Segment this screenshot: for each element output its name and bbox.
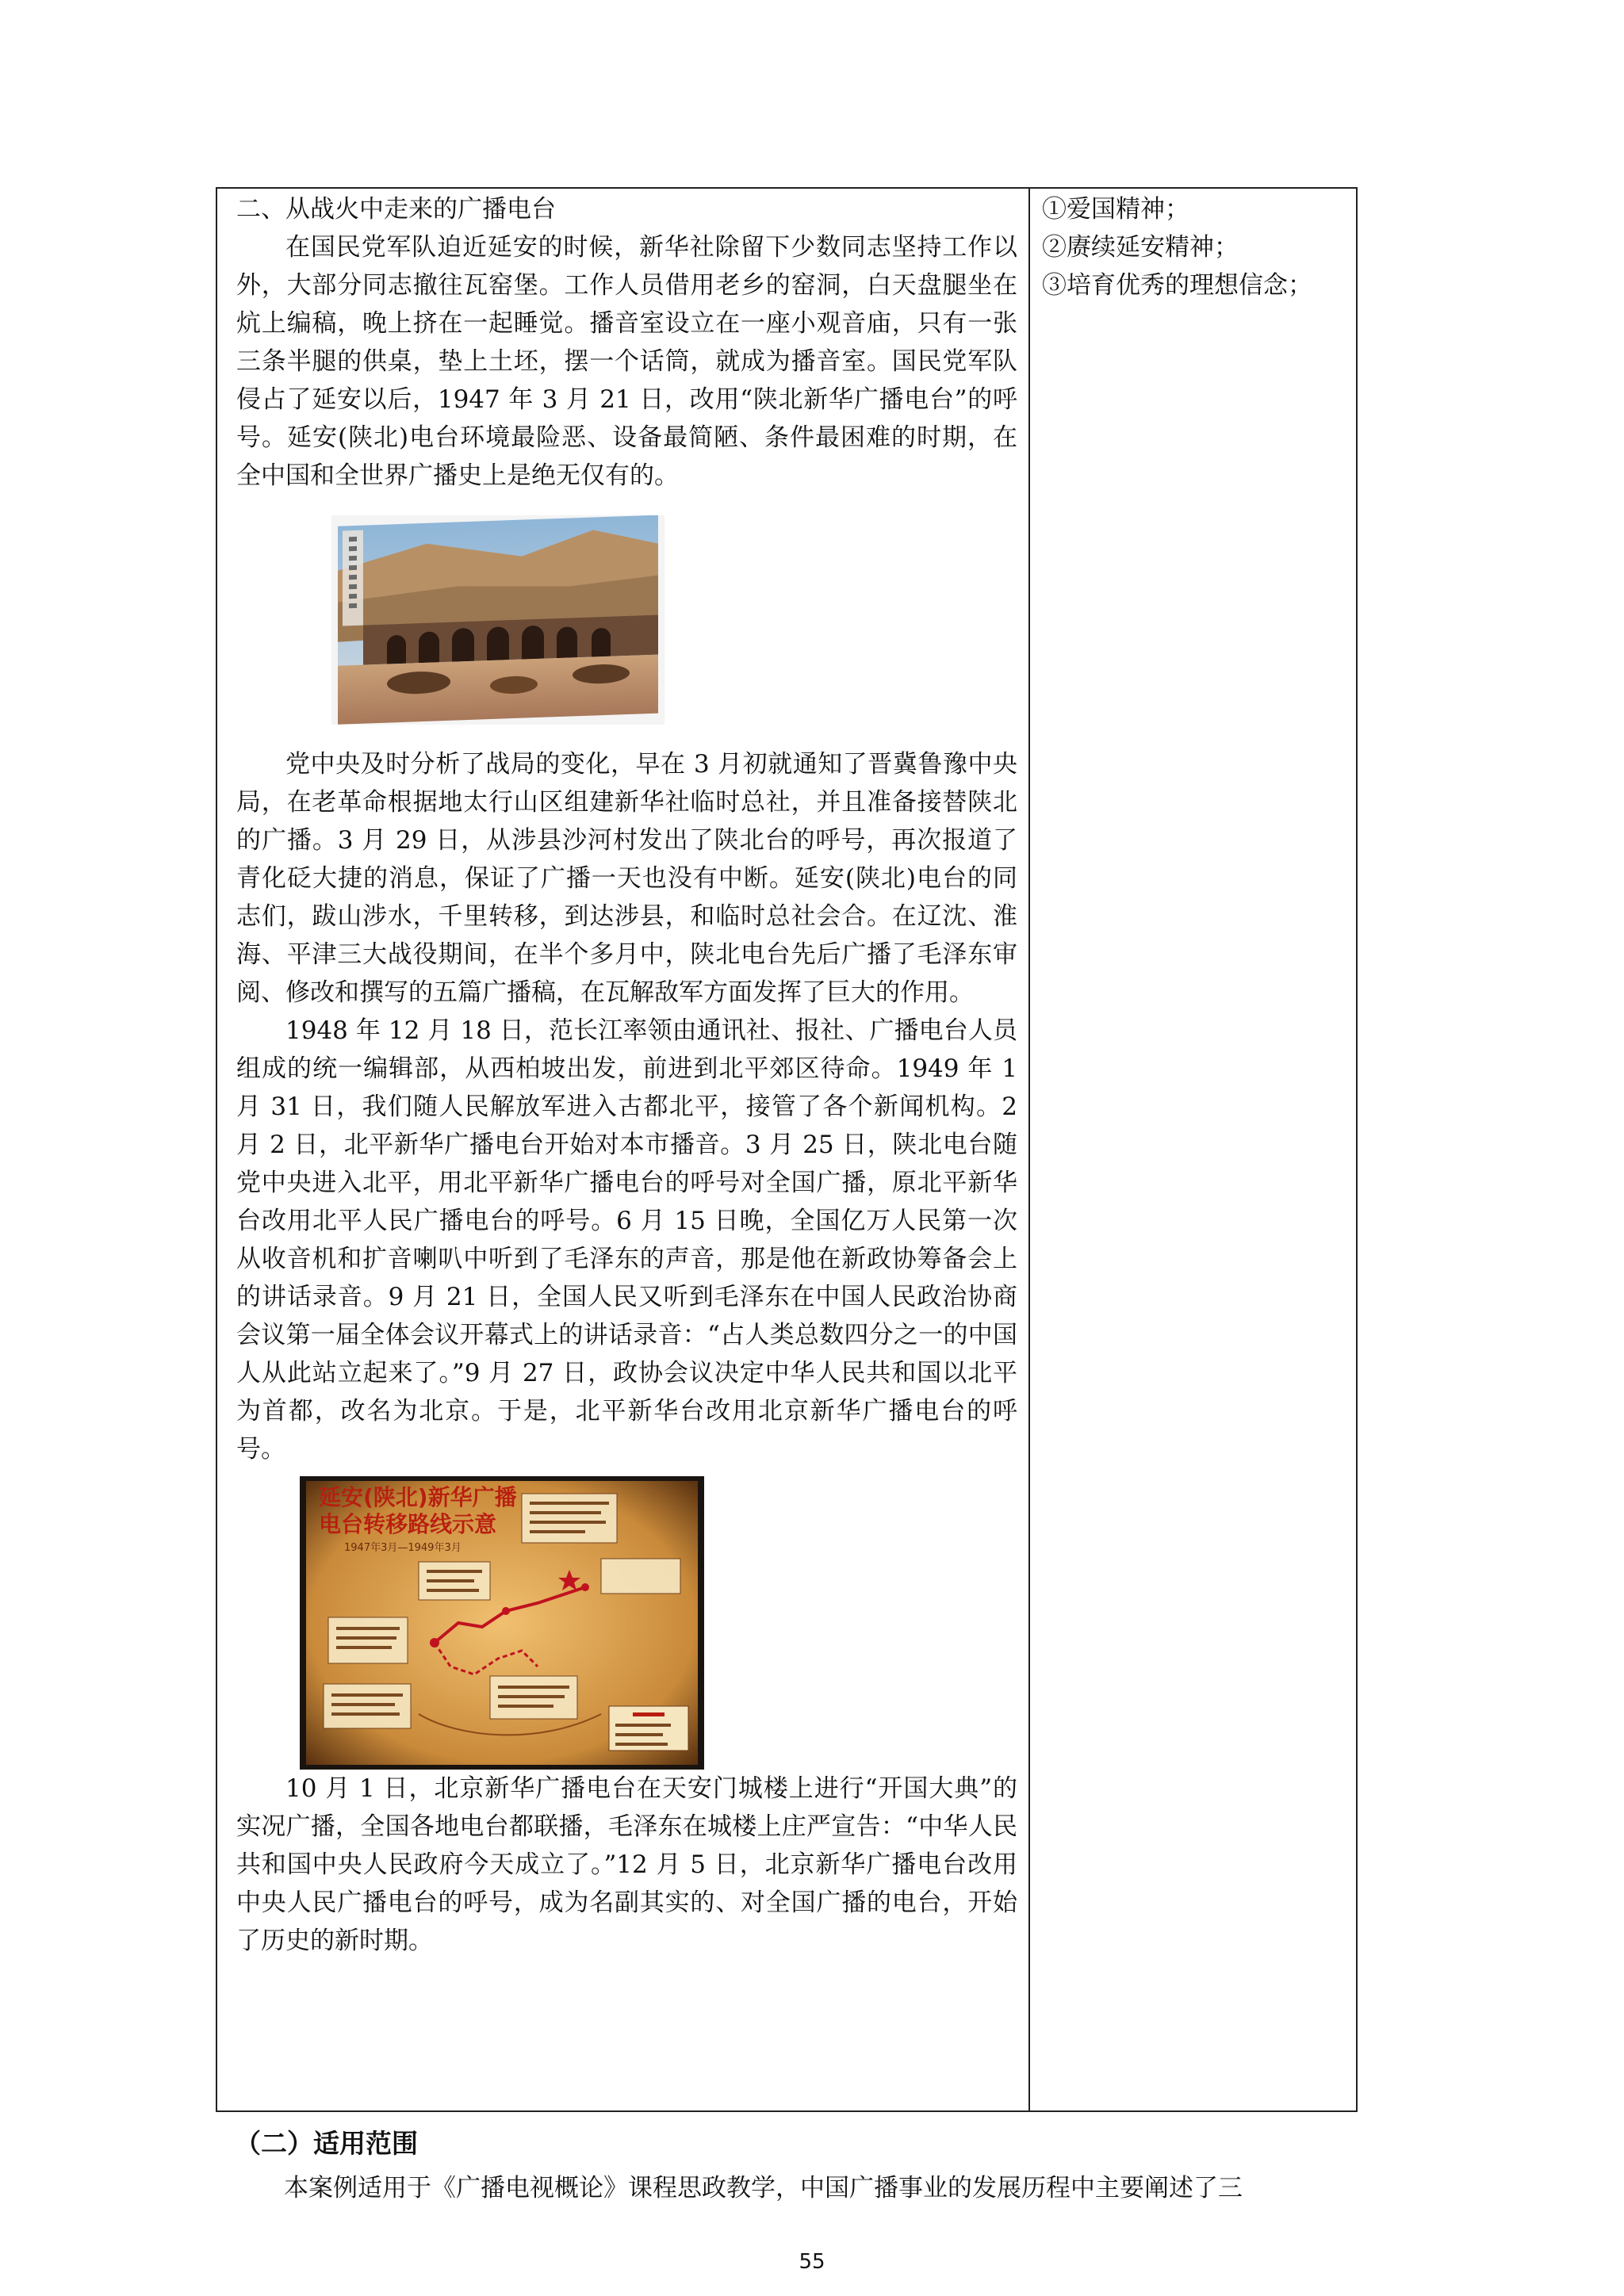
- photo-image: [331, 515, 665, 725]
- page-number: 55: [799, 2250, 825, 2274]
- scope-body-text: 本案例适用于《广播电视概论》课程思政教学，中国广播事业的发展历程中主要阐述了三: [284, 2174, 1243, 2202]
- column-divider: [1028, 189, 1030, 2110]
- map-image: [300, 1476, 704, 1770]
- value-item-1: ①爱国精神；: [1042, 195, 1189, 224]
- paragraph-3: 1948 年 12 月 18 日，范长江率领由通讯社、报社、广播电台人员组成的统一编辑部，从西柏坡出发，前进到北平郊区待命。1949 年 1 月 31 日，我们随人民解放军进入古都北平，接管了各个新闻机构。2 月 2 日，北平新华广播电台开始对本市播音。3 月 25 日，陕北电台随党中央进入北平，用北平新华广播电台的呼号对全国广播，原北平新华台改用北平人民广播电台的呼号。6 月 15 日晚，全国亿万人民第一次从收音机和扩音喇叭中听到了毛泽东的声音，那是他在新政协筹备会上的讲话录音。9 月 21 日，全国人民又听到毛泽东在中国人民政治协商会议第一届全体会议开幕式上的讲话录音：“占人类总数四分之一的中国人从此站立起来了。”9 月 27 日，政协会议决定中华人民共和国以北平为首都，改名为北京。于是，北平新华台改用北京新华广播电台的呼号。: [236, 1016, 1017, 1464]
- paragraph-2: 党中央及时分析了战局的变化，早在 3 月初就通知了晋冀鲁豫中央局，在老革命根据地太行山区组建新华社临时总社，并且准备接替陕北的广播。3 月 29 日，从涉县沙河村发出了陕北台的呼号，再次报道了青化砭大捷的消息，保证了广播一天也没有中断。延安(陕北)电台的同志们，跋山涉水，千里转移，到达涉县，和临时总社会合。在辽沈、淮海、平津三大战役期间，在半个多月中，陕北电台先后广播了毛泽东审阅、修改和撰写的五篇广播稿，在瓦解敌军方面发挥了巨大的作用。: [236, 750, 1017, 1007]
- map-dates: 1947年3月—1949年3月: [344, 1542, 462, 1554]
- section-heading: 二、从战火中走来的广播电台: [236, 195, 556, 224]
- value-item-2: ②赓续延安精神；: [1042, 233, 1239, 262]
- content-table: [216, 187, 1358, 2112]
- map-title-line1: 延安(陕北)新华广播: [319, 1484, 517, 1510]
- paragraph-1: 在国民党军队迫近延安的时候，新华社除留下少数同志坚持工作以外，大部分同志撤往瓦窑堡。工作人员借用老乡的窑洞，白天盘腿坐在炕上编稿，晚上挤在一起睡觉。播音室设立在一座小观音庙，只有一张三条半腿的供桌，垫上土坯，摆一个话筒，就成为播音室。国民党军队侵占了延安以后，1947 年 3 月 21 日，改用“陕北新华广播电台”的呼号。延安(陕北)电台环境最险恶、设备最简陋、条件最困难的时期，在全中国和全世界广播史上是绝无仅有的。: [236, 233, 1017, 490]
- relocation-route-map: [300, 1476, 704, 1770]
- paragraph-4: 10 月 1 日，北京新华广播电台在天安门城楼上进行“开国大典”的实况广播，全国各地电台都联播，毛泽东在城楼上庄严宣告：“中华人民共和国中央人民政府今天成立了。”12 月 5 日，北京新华广播电台改用中央人民广播电台的呼号，成为名副其实的、对全国广播的电台，开始了历史的新时期。: [236, 1774, 1017, 1955]
- right-cell: [1042, 190, 1343, 304]
- left-cell: [236, 190, 1017, 1960]
- scope-section-title: （二）适用范围: [235, 2128, 418, 2159]
- cave-dwelling-photo: [331, 515, 665, 725]
- map-title-line2: 电台转移路线示意: [319, 1511, 497, 1537]
- value-item-3: ③培育优秀的理想信念；: [1042, 271, 1312, 300]
